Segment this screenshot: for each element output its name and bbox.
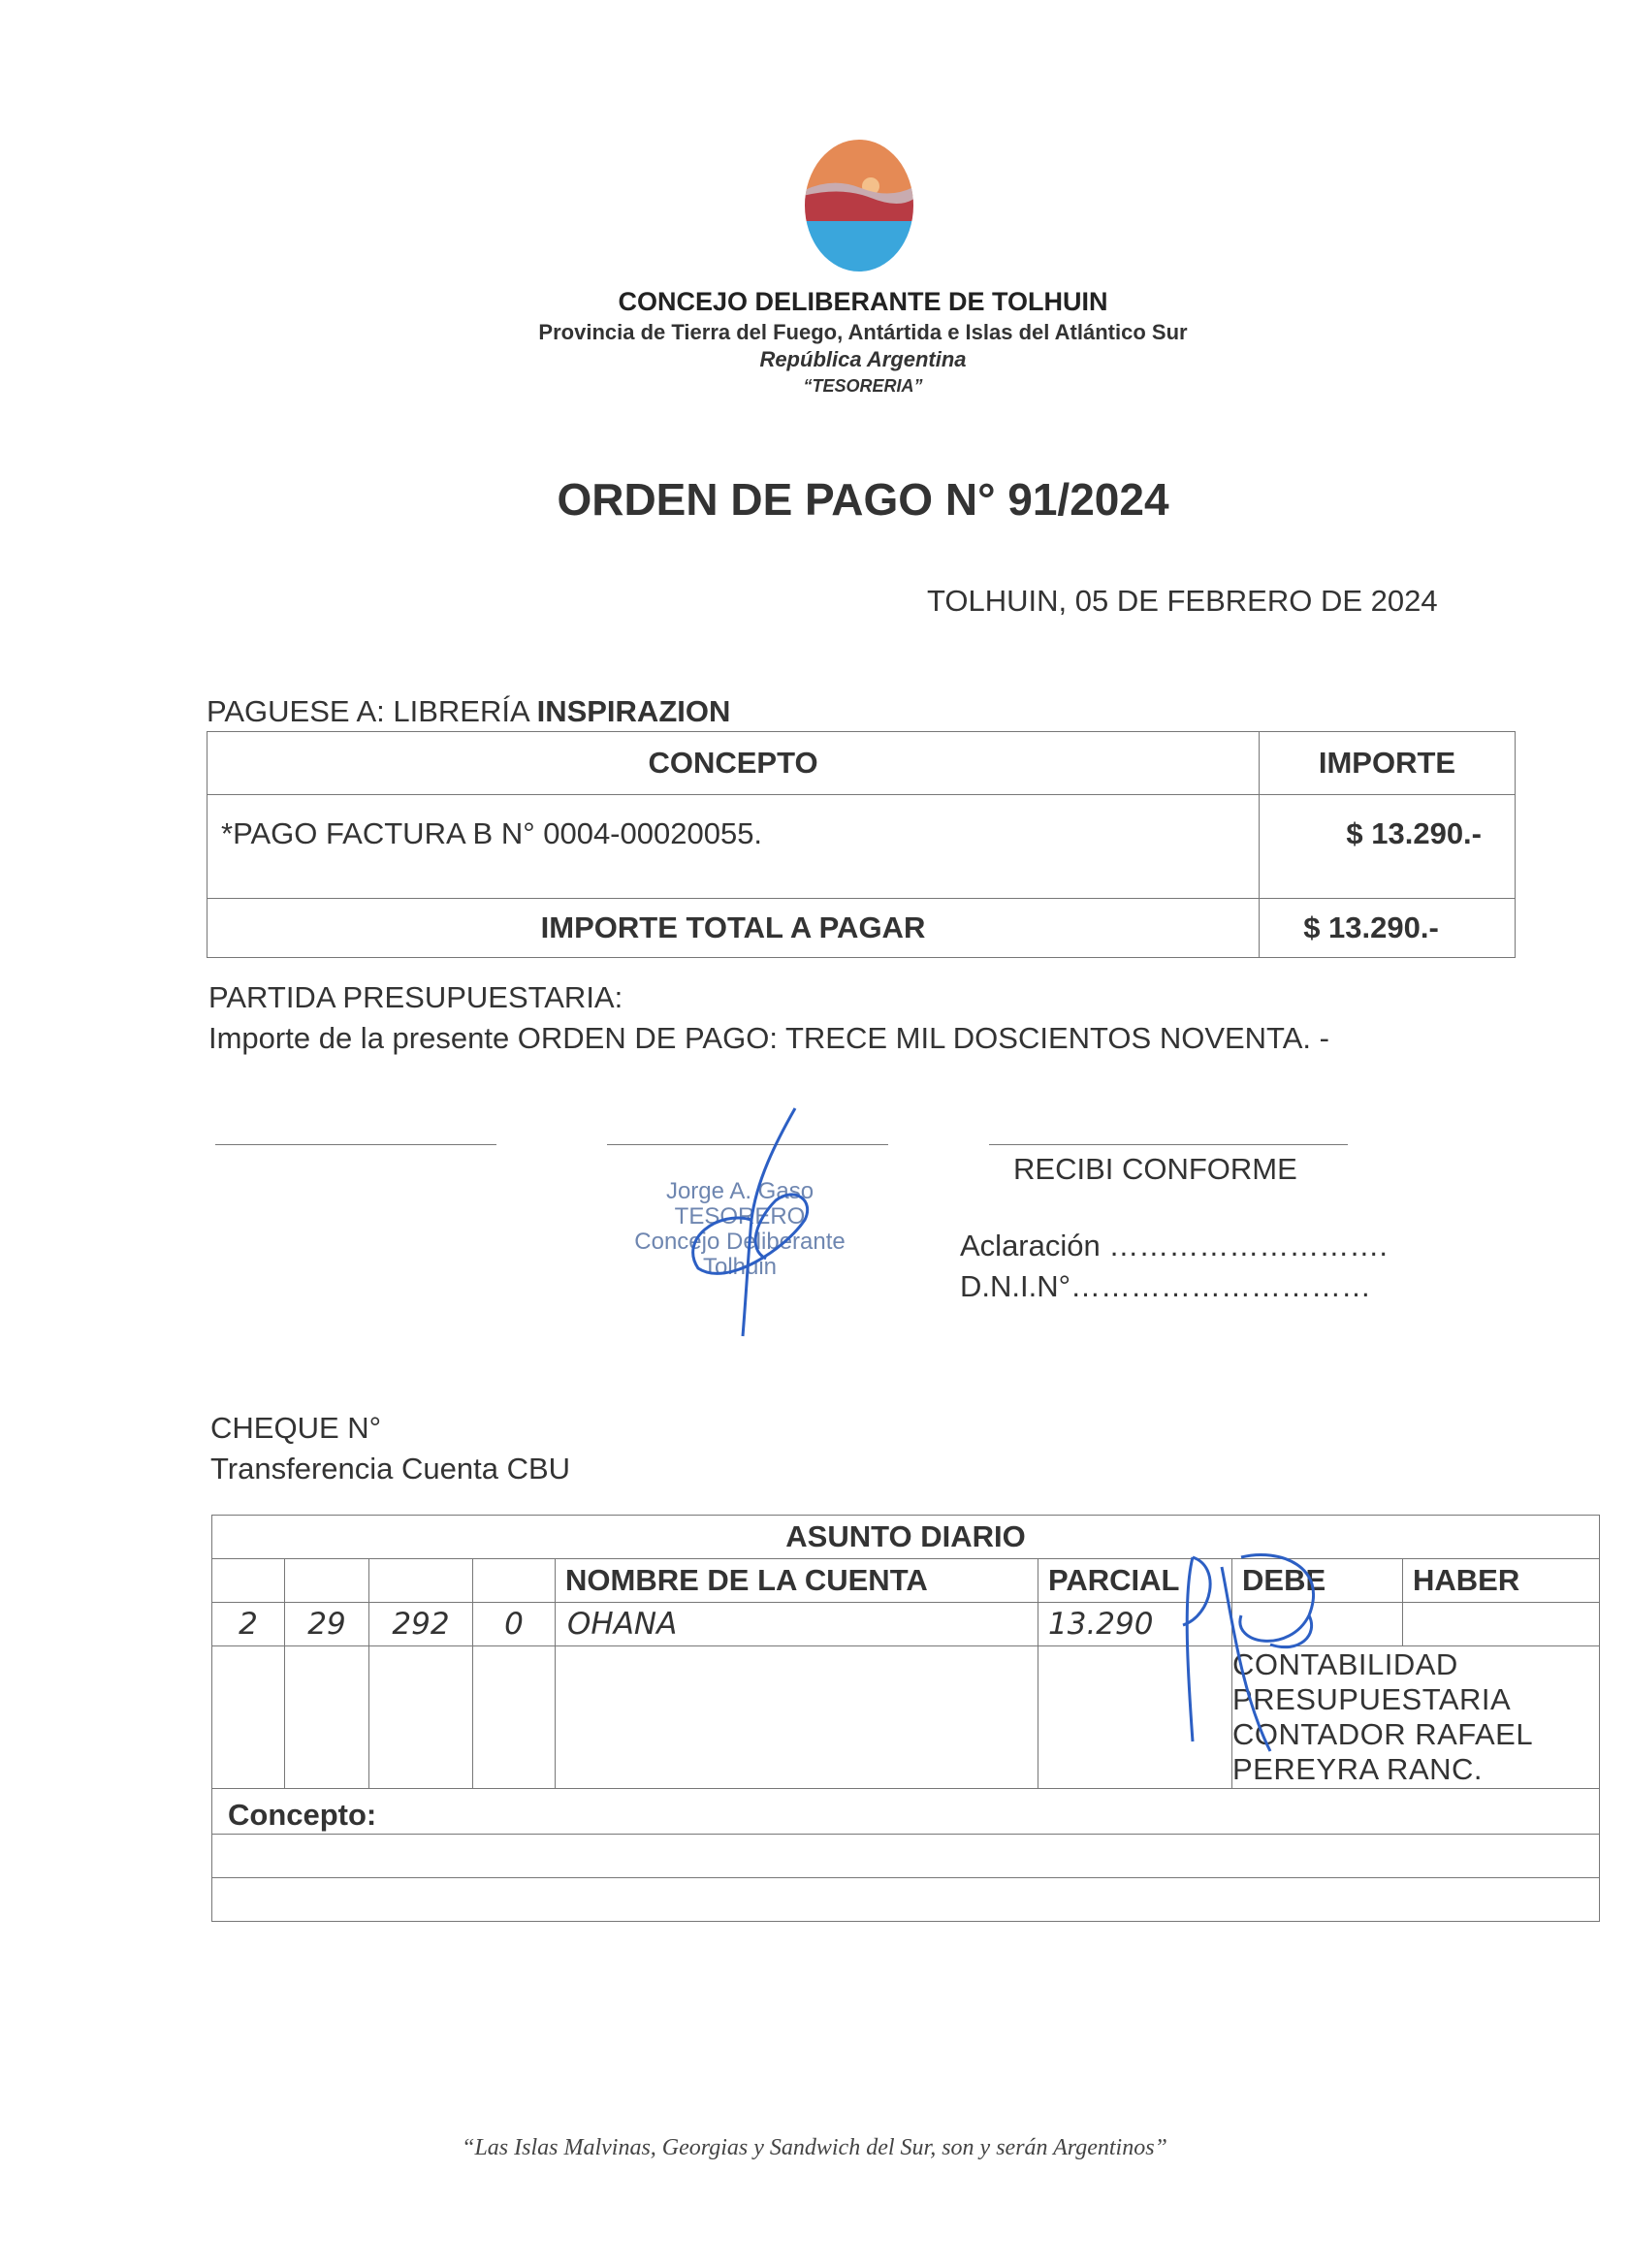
amount-cell: $ 13.290.- xyxy=(1260,795,1516,899)
accounting-stamp-dept: CONTABILIDAD PRESUPUESTARIA xyxy=(1232,1647,1512,1716)
dni-field: D.N.I.N°………………………… xyxy=(960,1269,1372,1303)
amount-header: IMPORTE xyxy=(1260,732,1516,795)
haber-header: HABER xyxy=(1403,1559,1600,1603)
parcial-header: PARCIAL xyxy=(1038,1559,1232,1603)
organization-name: CONCEJO DELIBERANTE DE TOLHUIN xyxy=(618,287,1108,316)
transfer-label: Transferencia Cuenta CBU xyxy=(210,1452,571,1485)
journal-title: ASUNTO DIARIO xyxy=(212,1516,1600,1559)
aclaracion-field: Aclaración ………………………. xyxy=(960,1229,1388,1262)
payee-name: INSPIRAZION xyxy=(536,694,731,728)
footer-motto: “Las Islas Malvinas, Georgias y Sandwich del Sur, son y serán Argentinos” xyxy=(462,2135,1167,2160)
province-name: Provincia de Tierra del Fuego, Antártida e Islas del Atlántico Sur xyxy=(538,320,1188,344)
treasurer-name: Jorge A. Gaso xyxy=(665,1178,814,1204)
council-logo xyxy=(803,138,915,273)
cheque-label: CHEQUE N° xyxy=(210,1411,382,1445)
signature-line-1 xyxy=(215,1144,496,1145)
hw-col3: 292 xyxy=(369,1603,473,1646)
hw-col4: 0 xyxy=(473,1603,556,1646)
department-name: “TESORERIA” xyxy=(803,376,923,396)
partida-block xyxy=(208,977,1329,1059)
journal-table xyxy=(211,1515,1600,1922)
payee-line xyxy=(207,694,730,729)
hw-col1: 2 xyxy=(212,1603,285,1646)
total-amount: $ 13.290.- xyxy=(1260,899,1516,958)
partida-amount-text: Importe de la presente ORDEN DE PAGO: TRECE MIL DOSCIENTOS NOVENTA. - xyxy=(208,1021,1329,1055)
received-label: RECIBI CONFORME xyxy=(1013,1152,1297,1186)
page-title: ORDEN DE PAGO N° 91/2024 xyxy=(557,474,1169,525)
treasurer-signature xyxy=(659,1103,853,1346)
hw-parcial: 13.290 xyxy=(1038,1603,1232,1646)
signature-line-3 xyxy=(989,1144,1348,1145)
treasurer-role: TESORERO xyxy=(674,1203,806,1230)
partida-label: PARTIDA PRESUPUESTARIA: xyxy=(208,980,623,1014)
hw-col2: 29 xyxy=(285,1603,369,1646)
table-row xyxy=(212,1603,1600,1646)
table-row xyxy=(208,795,1516,899)
accounting-stamp-name: CONTADOR RAFAEL PEREYRA RANC. xyxy=(1232,1717,1532,1786)
republic-name: República Argentina xyxy=(759,347,967,371)
total-label: IMPORTE TOTAL A PAGAR xyxy=(208,899,1260,958)
table-row xyxy=(212,1789,1600,1835)
accountant-signature xyxy=(1164,1538,1348,1761)
recipient-fields xyxy=(960,1226,1388,1307)
debe-header: DEBE xyxy=(1232,1559,1403,1603)
treasurer-org: Concejo Deliberante Tolhuin xyxy=(634,1229,846,1280)
payment-method xyxy=(210,1408,570,1489)
hw-account: OHANA xyxy=(556,1603,1038,1646)
concept-header: CONCEPTO xyxy=(208,732,1260,795)
payee-prefix: PAGUESE A: LIBRERÍA xyxy=(207,694,528,728)
concept-table xyxy=(207,731,1516,958)
date-line: TOLHUIN, 05 DE FEBRERO DE 2024 xyxy=(927,584,1438,618)
concept-cell: *PAGO FACTURA B N° 0004-00020055. xyxy=(208,795,1260,899)
account-name-header: NOMBRE DE LA CUENTA xyxy=(556,1559,1038,1603)
table-row xyxy=(212,1646,1600,1789)
concept-label: Concepto: xyxy=(212,1789,1600,1835)
